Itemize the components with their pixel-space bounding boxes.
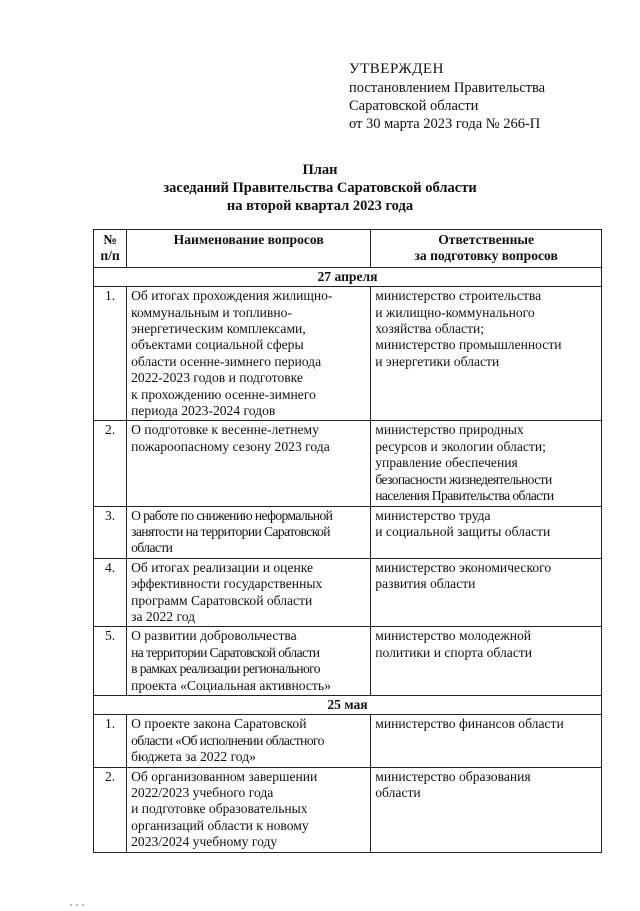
approval-line: Саратовской области [349, 98, 479, 114]
row-responsible: министерство природных ресурсов и экологии области; управление обеспечения безопасности жизнедеятельности населения Правительства области [371, 421, 602, 506]
section-row [94, 267, 602, 286]
row-responsible: министерство молодежной политики и спорта области [371, 627, 602, 696]
row-responsible: министерство экономического развития области [371, 558, 602, 627]
row-responsible: министерство строительства и жилищно-коммунального хозяйства области; министерство промышленности и энергетики области [371, 287, 602, 421]
header-responsible: Ответственные за подготовку вопросов [371, 230, 602, 268]
row-number: 1. [94, 287, 127, 421]
approval-line: постановлением Правительства [349, 80, 546, 96]
document-title [0, 161, 640, 215]
title-line: на второй квартал 2023 года [226, 198, 414, 214]
row-name: О работе по снижению неформальной занятости на территории Саратовской области [127, 506, 371, 558]
approval-line: от 30 марта 2023 года № 266-П [349, 116, 541, 132]
title-line: заседаний Правительства Саратовской области [163, 180, 477, 196]
row-number: 5. [94, 627, 127, 696]
table-row [94, 767, 602, 852]
section-date: 25 мая [94, 695, 602, 714]
row-name: О подготовке к весенне-летнему пожароопасному сезону 2023 года [127, 421, 371, 506]
row-number: 1. [94, 715, 127, 767]
row-responsible: министерство финансов области [371, 715, 602, 767]
row-name: Об итогах реализации и оценке эффективности государственных программ Саратовской области за 2022 год [127, 558, 371, 627]
section-date: 27 апреля [94, 267, 602, 286]
row-name: О развитии добровольчества на территории Саратовской области в рамках реализации регионального проекта «Социальная активность» [127, 627, 371, 696]
table-header-row [94, 230, 602, 268]
table-row [94, 421, 602, 506]
section-row [94, 695, 602, 714]
row-number: 2. [94, 421, 127, 506]
title-line: План [302, 162, 338, 178]
table-row [94, 558, 602, 627]
row-name: О проекте закона Саратовской области «Об исполнении областного бюджета за 2022 год» [127, 715, 371, 767]
table-row [94, 506, 602, 558]
approval-stamp [349, 60, 545, 133]
row-number: 2. [94, 767, 127, 852]
row-name: Об итогах прохождения жилищно- коммунальным и топливно- энергетическим комплексами, объектами социальной сферы области осенне-зимнего периода 2022-2023 годов и подготовке к прохождению осенне-зимнего периода 2023-2024 годов [127, 287, 371, 421]
row-responsible: министерство образования области [371, 767, 602, 852]
table-row [94, 715, 602, 767]
row-number: 3. [94, 506, 127, 558]
plan-table [93, 229, 602, 853]
table-row [94, 627, 602, 696]
approval-heading: УТВЕРЖДЕН [349, 61, 444, 77]
header-number: № п/п [94, 230, 127, 268]
table-row [94, 287, 602, 421]
scan-speck [70, 893, 100, 897]
header-name: Наименование вопросов [127, 230, 371, 268]
row-responsible: министерство труда и социальной защиты области [371, 506, 602, 558]
row-number: 4. [94, 558, 127, 627]
row-name: Об организованном завершении 2022/2023 учебного года и подготовке образовательных организаций области к новому 2023/2024 учебному году [127, 767, 371, 852]
